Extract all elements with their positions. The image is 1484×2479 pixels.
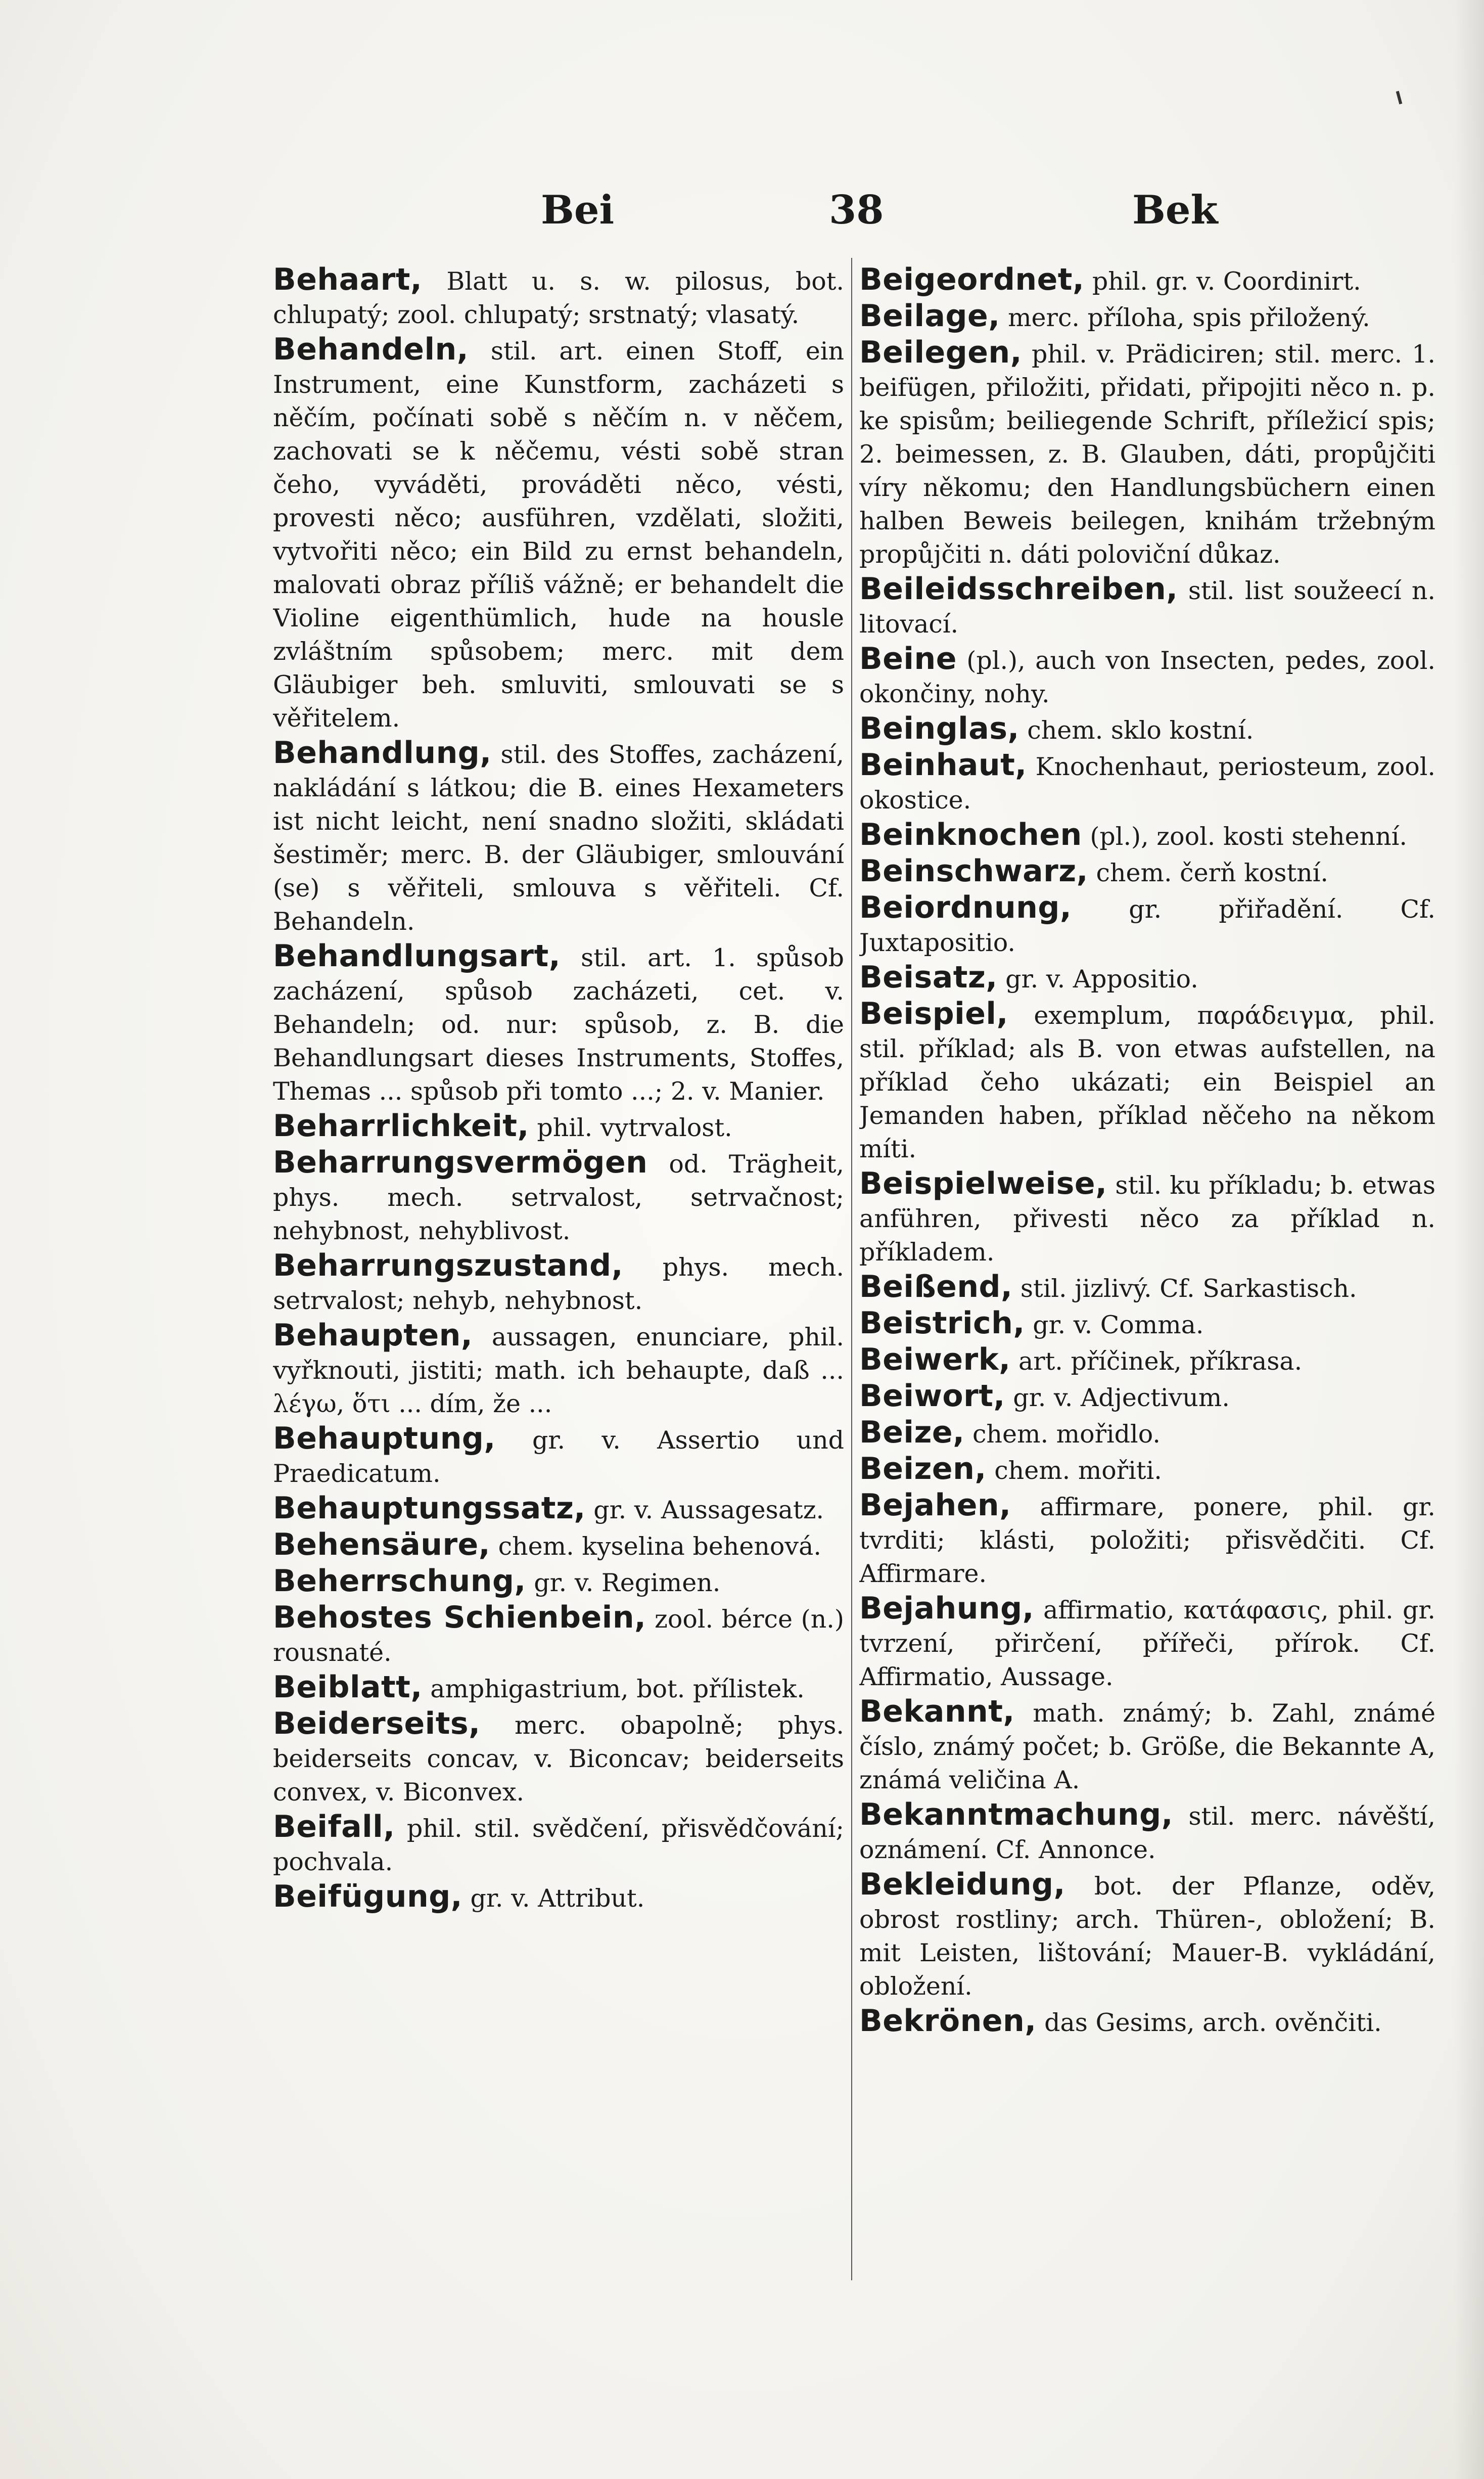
- entry-headword: Beinhaut,: [859, 747, 1027, 783]
- dictionary-entry: [273, 1319, 844, 1421]
- entry-definition: phys. mech. setrvalost; nehyb, nehybnost.: [273, 1253, 844, 1315]
- entry-definition: stil. jizlivý. Cf. Sarkastisch.: [1020, 1274, 1357, 1303]
- dictionary-entry: [859, 961, 1435, 996]
- dictionary-entry: [273, 1564, 844, 1600]
- entry-definition: stil. art. 1. spůsob zacházení, spůsob zacházeti, cet. v. Behandeln; od. nur: spůsob, z. B. die Behandlungsart dieses Instruments, Stoffes, Themas ... spůsob při tomto ...; 2. v. Manier.: [273, 943, 844, 1106]
- entry-definition: chem. čerň kostní.: [1096, 859, 1328, 887]
- entry-headword: Beherrschung,: [273, 1563, 526, 1599]
- entry-definition: das Gesims, arch. ověnčiti.: [1044, 2008, 1382, 2037]
- entry-definition: math. známý; b. Zahl, známé číslo, známý počet; b. Größe, die Bekannte A, známá veličina A.: [859, 1699, 1435, 1794]
- entry-headword: Bekannt,: [859, 1694, 1015, 1729]
- entry-definition: chem. sklo kostní.: [1027, 716, 1254, 745]
- entry-headword: Beharrungsvermögen: [273, 1145, 648, 1180]
- dictionary-entry: [859, 642, 1435, 711]
- dictionary-entry: [859, 299, 1435, 335]
- entry-headword: Behauptung,: [273, 1421, 496, 1456]
- dictionary-entry: [859, 1868, 1435, 2003]
- dictionary-entry: [859, 1489, 1435, 1591]
- entry-definition: merc. příloha, spis přiložený.: [1008, 303, 1370, 332]
- entry-headword: Beiordnung,: [859, 890, 1072, 925]
- entry-headword: Beifügung,: [273, 1879, 462, 1914]
- entry-headword: Beizen,: [859, 1451, 987, 1486]
- entry-definition: gr. v. Adjectivum.: [1013, 1383, 1230, 1412]
- dictionary-entry: [859, 1167, 1435, 1269]
- entry-headword: Beine: [859, 641, 957, 677]
- header-left-guide-word: Bei: [541, 187, 615, 233]
- dictionary-entry: [859, 1306, 1435, 1342]
- header-right-guide-word: Bek: [1132, 187, 1218, 233]
- entry-headword: Behandeln,: [273, 332, 469, 367]
- dictionary-entry: [859, 1379, 1435, 1415]
- dictionary-entry: [859, 854, 1435, 890]
- entry-headword: Beinknochen: [859, 817, 1082, 852]
- dictionary-entry: [273, 333, 844, 735]
- dictionary-entry: [859, 712, 1435, 747]
- running-header: [273, 187, 1446, 248]
- dictionary-entry: [273, 1249, 844, 1318]
- entry-definition: bot. der Pflanze, oděv, obrost rostliny; arch. Thüren-, obložení; B. mit Leisten, lištování; Mauer-B. vykládání, obložení.: [859, 1872, 1435, 2001]
- dictionary-entry: [859, 1798, 1435, 1867]
- entry-definition: gr. v. Comma.: [1033, 1311, 1204, 1339]
- entry-definition: od. Trägheit, phys. mech. setrvalost, setrvačnost; nehybnost, nehyblivost.: [273, 1150, 844, 1245]
- right-column: [859, 263, 1435, 2336]
- entry-headword: Bekrönen,: [859, 2003, 1037, 2039]
- entry-definition: exemplum, παράδειγμα, phil. stil. příklad; als B. von etwas aufstellen, na příklad čeho ukázati; ein Beispiel an Jemanden haben, příklad něčeho na někom míti.: [859, 1001, 1435, 1163]
- dictionary-entry: [273, 1146, 844, 1248]
- entry-definition: gr. v. Regimen.: [534, 1568, 721, 1597]
- entry-headword: Beiderseits,: [273, 1706, 481, 1741]
- dictionary-entry: [859, 1343, 1435, 1378]
- entry-headword: Beispielweise,: [859, 1166, 1107, 1201]
- dictionary-entry: [859, 263, 1435, 298]
- entry-definition: chem. kyselina behenová.: [498, 1532, 821, 1561]
- entry-definition: gr. v. Appositio.: [1005, 965, 1198, 994]
- entry-definition: Knochenhaut, periosteum, zool. okostice.: [859, 752, 1435, 815]
- entry-definition: gr. v. Assertio und Praedicatum.: [273, 1426, 844, 1488]
- dictionary-entry: [859, 336, 1435, 571]
- entry-definition: phil. vytrvalost.: [537, 1113, 732, 1142]
- dictionary-entry: [859, 891, 1435, 960]
- entry-definition: affirmatio, κατάφασις, phil. gr. tvrzení, přirčení, přířeči, přírok. Cf. Affirmatio, Aussage.: [859, 1596, 1435, 1691]
- entry-headword: Beispiel,: [859, 996, 1008, 1031]
- entry-definition: Blatt u. s. w. pilosus, bot. chlupatý; zool. chlupatý; srstnatý; vlasatý.: [273, 267, 844, 329]
- entry-definition: gr. v. Attribut.: [470, 1884, 645, 1913]
- entry-definition: (pl.), zool. kosti stehenní.: [1090, 822, 1407, 851]
- entry-definition: merc. obapolně; phys. beiderseits concav, v. Biconcav; beiderseits convex, v. Biconvex.: [273, 1711, 844, 1807]
- dictionary-entry: [273, 939, 844, 1108]
- entry-definition: affirmare, ponere, phil. gr. tvrditi; klásti, položiti; přisvědčiti. Cf. Affirmare.: [859, 1493, 1435, 1588]
- dictionary-entry: [273, 263, 844, 332]
- entry-headword: Beifall,: [273, 1809, 395, 1844]
- entry-headword: Beiblatt,: [273, 1670, 423, 1705]
- dictionary-entry: [859, 572, 1435, 641]
- entry-headword: Beileidsschreiben,: [859, 571, 1178, 607]
- entry-headword: Beharrlichkeit,: [273, 1108, 529, 1144]
- entry-headword: Behostes Schienbein,: [273, 1600, 646, 1635]
- entry-definition: phil. v. Prädiciren; stil. merc. 1. beifügen, přiložiti, přidati, připojiti něco n. p. ke spisům; beiliegende Schrift, příležicí spis; 2. beimessen, z. B. Glauben, dáti, propůjčiti víry někomu; den Handlungsbüchern einen halben Beweis beilegen, knihám tržebným propůjčiti n. dáti poloviční důkaz.: [859, 340, 1435, 569]
- dictionary-entry: [859, 818, 1435, 853]
- entry-headword: Behandlungsart,: [273, 938, 561, 974]
- dictionary-entry: [273, 1528, 844, 1563]
- corner-mark: [1396, 91, 1403, 105]
- entry-definition: stil. ku příkladu; b. etwas anführen, přivesti něco za příklad n. příkladem.: [859, 1171, 1435, 1267]
- entry-headword: Beiwort,: [859, 1378, 1005, 1414]
- entry-headword: Beize,: [859, 1415, 965, 1450]
- entry-headword: Behaart,: [273, 263, 423, 297]
- left-column: [273, 263, 844, 2336]
- entry-headword: Behaupten,: [273, 1318, 473, 1353]
- entry-definition: aussagen, enunciare, phil. vyřknouti, jistiti; math. ich behaupte, daß ... λέγω, ὅτι ... dím, že ...: [273, 1323, 844, 1418]
- dictionary-entry: [859, 997, 1435, 1166]
- dictionary-entry: [273, 1707, 844, 1809]
- entry-headword: Beilegen,: [859, 335, 1022, 370]
- entry-headword: Behauptungssatz,: [273, 1491, 586, 1526]
- page-edge-shadow: [1454, 0, 1484, 2479]
- dictionary-entry: [859, 1452, 1435, 1488]
- entry-definition: chem. mořiti.: [994, 1456, 1162, 1485]
- entry-definition: (pl.), auch von Insecten, pedes, zool. okončiny, nohy.: [859, 646, 1435, 708]
- entry-headword: Beisatz,: [859, 960, 998, 995]
- page-number: 38: [829, 187, 884, 233]
- entry-headword: Behandlung,: [273, 735, 492, 771]
- column-divider: [851, 258, 852, 2280]
- dictionary-entry: [859, 1270, 1435, 1305]
- entry-definition: stil. des Stoffes, zacházení, nakládání s látkou; die B. eines Hexameters ist nicht leicht, není snadno složiti, skládati šestiměr; merc. B. der Gläubiger, smlouvání (se) s věřiteli, smlouva s věřiteli. Cf. Behandeln.: [273, 740, 844, 936]
- entry-definition: zool. bérce (n.) rousnaté.: [273, 1605, 844, 1667]
- dictionary-entry: [859, 748, 1435, 817]
- entry-definition: amphigastrium, bot. přílistek.: [430, 1675, 805, 1703]
- entry-definition: art. příčinek, příkrasa.: [1018, 1347, 1303, 1376]
- entry-headword: Beißend,: [859, 1269, 1013, 1304]
- entry-headword: Bekleidung,: [859, 1867, 1065, 1902]
- entry-definition: phil. stil. svědčení, přisvědčování; pochvala.: [273, 1814, 844, 1876]
- entry-headword: Beilage,: [859, 298, 1000, 334]
- dictionary-entry: [273, 1422, 844, 1491]
- entry-definition: stil. merc. návěští, oznámení. Cf. Annonce.: [859, 1802, 1435, 1864]
- entry-headword: Behensäure,: [273, 1527, 491, 1562]
- entry-headword: Beharrungszustand,: [273, 1248, 623, 1283]
- entry-definition: gr. v. Aussagesatz.: [593, 1496, 824, 1524]
- entry-headword: Beigeordnet,: [859, 263, 1085, 297]
- dictionary-entry: [273, 1810, 844, 1879]
- dictionary-entry: [273, 1109, 844, 1145]
- dictionary-entry: [273, 1601, 844, 1670]
- dictionary-entry: [859, 1592, 1435, 1694]
- dictionary-entry: [859, 1695, 1435, 1797]
- entry-definition: gr. přiřadění. Cf. Juxtapositio.: [859, 895, 1435, 957]
- entry-headword: Bejahen,: [859, 1488, 1011, 1523]
- entry-headword: Bekanntmachung,: [859, 1797, 1173, 1832]
- dictionary-entry: [273, 1492, 844, 1527]
- entry-definition: phil. gr. v. Coordinirt.: [1092, 267, 1361, 296]
- entry-headword: Beistrich,: [859, 1305, 1025, 1341]
- entry-headword: Beiwerk,: [859, 1342, 1011, 1377]
- dictionary-entry: [273, 1880, 844, 1915]
- entry-headword: Beinschwarz,: [859, 853, 1088, 889]
- entry-definition: stil. list soužeecí n. litovací.: [859, 576, 1435, 639]
- entry-definition: stil. art. einen Stoff, ein Instrument, eine Kunstform, zacházeti s něčím, počínati sobě s něčím n. v něčem, zachovati se k něčemu, vésti sobě stran čeho, vyváděti, prováděti něco, vésti, provesti něco; ausführen, vzdělati, složiti, vytvořiti něco; ein Bild zu ernst behandeln, malovati obraz příliš vážně; er behandelt die Violine eigenthümlich, hude na housle zvláštním spůsobem; merc. mit dem Gläubiger beh. smluviti, smlouvati se s věřitelem.: [273, 337, 844, 733]
- dictionary-entry: [273, 1671, 844, 1706]
- entry-headword: Beinglas,: [859, 711, 1019, 746]
- entry-headword: Bejahung,: [859, 1591, 1034, 1626]
- entry-definition: chem. mořidlo.: [972, 1420, 1161, 1449]
- dictionary-entry: [859, 1416, 1435, 1451]
- dictionary-entry: [859, 2004, 1435, 2040]
- dictionary-entry: [273, 736, 844, 938]
